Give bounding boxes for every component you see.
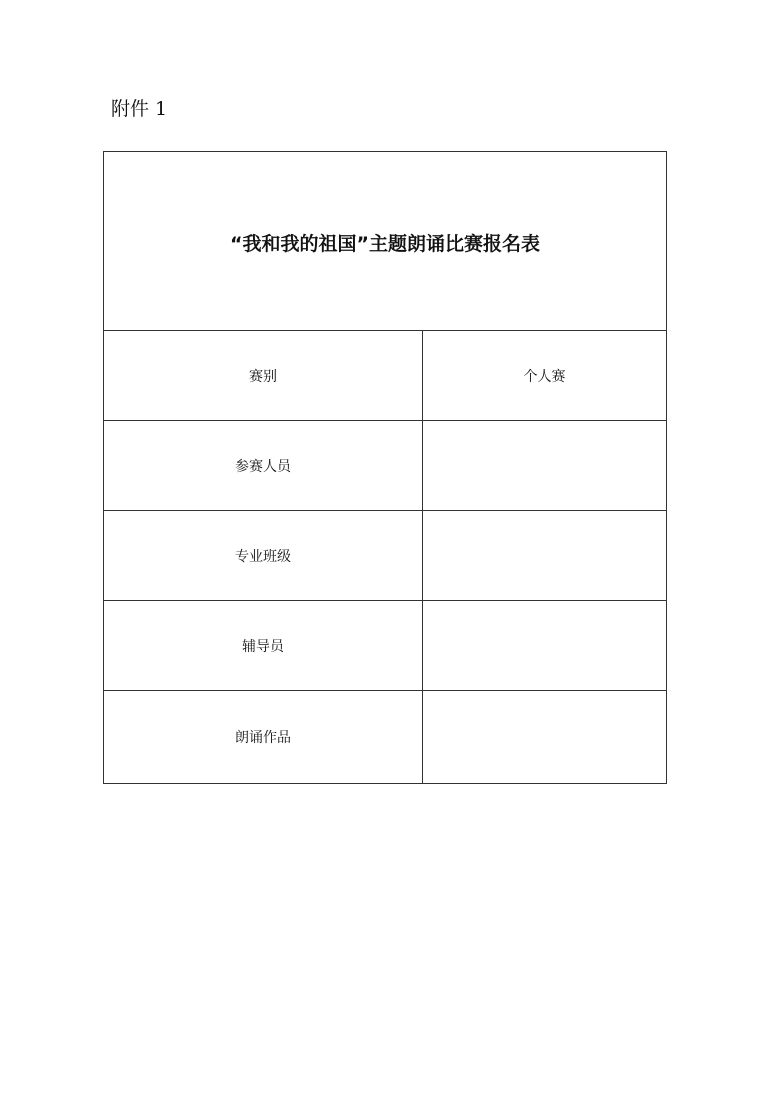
title-row bbox=[104, 152, 667, 331]
form-title: “我和我的祖国”主题朗诵比赛报名表 bbox=[230, 232, 540, 255]
field-label: 参赛人员 bbox=[104, 421, 423, 511]
field-value[interactable] bbox=[423, 511, 667, 601]
field-value[interactable] bbox=[423, 421, 667, 511]
field-value: 个人赛 bbox=[423, 331, 667, 421]
field-label: 赛别 bbox=[104, 331, 423, 421]
table-row bbox=[104, 691, 667, 784]
field-value[interactable] bbox=[423, 601, 667, 691]
field-value[interactable] bbox=[423, 691, 667, 784]
field-label: 辅导员 bbox=[104, 601, 423, 691]
field-label: 专业班级 bbox=[104, 511, 423, 601]
registration-form-table bbox=[103, 151, 667, 784]
field-label: 朗诵作品 bbox=[104, 691, 423, 784]
table-row bbox=[104, 601, 667, 691]
table-row bbox=[104, 331, 667, 421]
table-row bbox=[104, 511, 667, 601]
table-row bbox=[104, 421, 667, 511]
attachment-label: 附件 1 bbox=[111, 98, 168, 120]
form-title-cell bbox=[104, 152, 667, 331]
